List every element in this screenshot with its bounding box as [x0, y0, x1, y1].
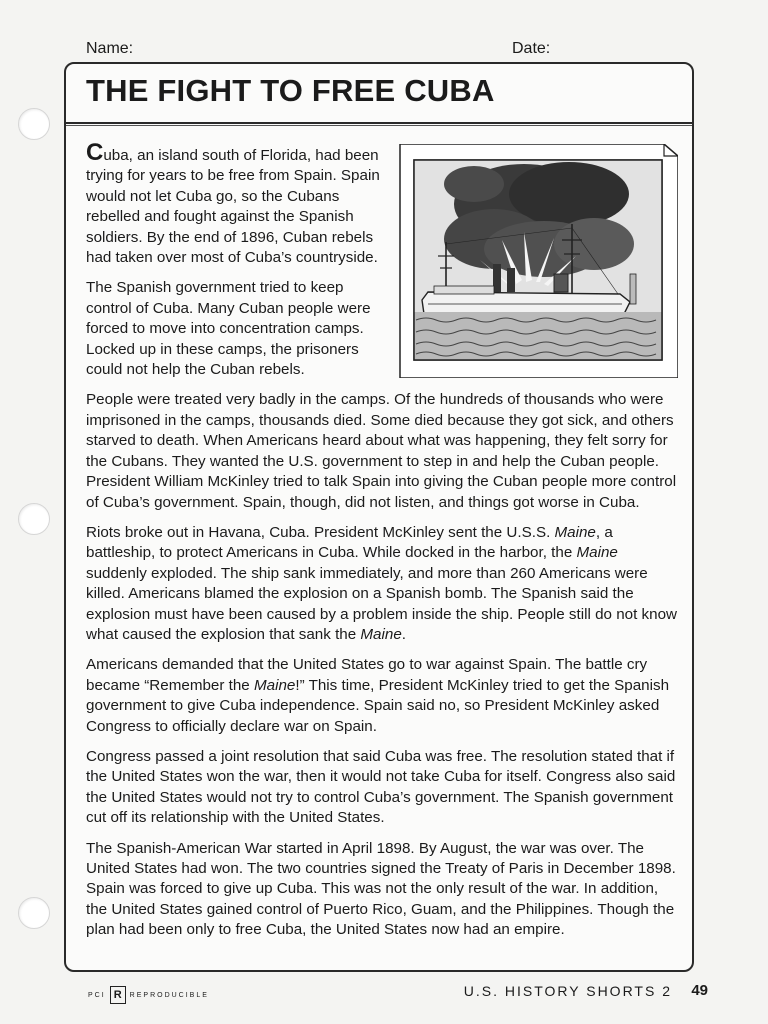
uss-maine-explosion-image [394, 144, 678, 378]
ship-name: Maine [253, 676, 296, 694]
paragraph-6: Congress passed a joint resolution that said Cuba was free. The resolution stated that if the United States won the war, then it would not take Cuba for itself. Congress also said the United States would not try to control Cuba’s government. The Spanish government cut off its relationship with the United States. [86, 747, 676, 827]
worksheet-frame [64, 62, 694, 972]
date-label: Date: [512, 40, 551, 57]
series-title: U.S. HISTORY SHORTS 2 [463, 983, 672, 999]
title-rule [66, 125, 692, 126]
paragraph-7: The Spanish-American War started in April 1898. By August, the war was over. The United States had won. The two countries signed the Treaty of Paris in December 1898. Spain was forced to give up Cuba. This was not the only result of the war. In addition, the United States gained control of Puerto Rico, Guam, and the Philippines. Though the plan had been only to free Cuba, the United States now had an empire. [86, 839, 676, 939]
publisher-mark [88, 986, 209, 1004]
page-number: 49 [691, 982, 708, 999]
reproducible-logo-icon: R [110, 986, 126, 1004]
battleship-illustration [394, 144, 678, 378]
hole-punch-top [18, 108, 50, 140]
publisher-right-text: REPRODUCIBLE [129, 991, 209, 999]
hole-punch-bottom [18, 897, 50, 929]
name-label: Name: [86, 40, 134, 57]
ship-name: Maine [576, 544, 618, 562]
paragraph-4-text: . [401, 625, 407, 643]
page-title: THE FIGHT TO FREE CUBA [86, 73, 495, 108]
publisher-left-text: PCI [88, 991, 106, 999]
drop-cap: C [86, 139, 104, 166]
ship-name: Maine [360, 625, 402, 643]
paragraph-5-text: !” This time, President McKinley tried to get the Spanish government to give Cuba independence. Spain said no, so President McKinley asked Congress to officially declare war on Spain. [86, 676, 670, 735]
paragraph-5 [86, 655, 678, 737]
hole-punch-middle [18, 503, 50, 535]
paragraph-1-text: uba, an island south of Florida, had been trying for years to be free from Spain. Spain would not let Cuba go, so the Cubans rebelled and fought against the Spanish soldiers. By the end of 1896, Cuban rebels had taken over most of Cuba’s countryside. [86, 147, 380, 267]
paragraph-3: People were treated very badly in the camps. Of the hundreds of thousands who were imprisoned in the camps, thousands died. Some died because they got sick, and others starved to death. When Americans heard about what was happening, they felt sorry for the Cubans. They wanted the U.S. government to step in and help the Cuban people. President William McKinley tried to talk Spain into giving the Cuban people more control of Cuba’s government. Spain, though, did not listen, and things got worse in Cuba. [86, 391, 677, 511]
paragraph-4-text: , a battleship, to protect Americans in Cuba. While docked in the harbor, the [86, 523, 613, 562]
title-bar [66, 64, 692, 124]
paragraph-4-text: Riots broke out in Havana, Cuba. President McKinley sent the U.S.S. [86, 523, 555, 541]
article-body [86, 139, 678, 951]
paragraph-4 [86, 523, 678, 645]
ship-name: Maine [554, 523, 596, 541]
paragraph-4-text: suddenly exploded. The ship sank immediately, and more than 260 Americans were killed. Americans blamed the explosion on a Spanish bomb. The Spanish said the explosion must have been caused by a problem inside the ship. People still do not know what caused the explosion that sank the [86, 564, 677, 643]
paragraph-2: The Spanish government tried to keep control of Cuba. Many Cuban people were forced to move into concentration camps. Locked up in these camps, the prisoners could not help the Cuban rebels. [86, 279, 371, 379]
paragraph-5-text: Americans demanded that the United States go to war against Spain. The battle cry became “Remember the [86, 656, 648, 694]
